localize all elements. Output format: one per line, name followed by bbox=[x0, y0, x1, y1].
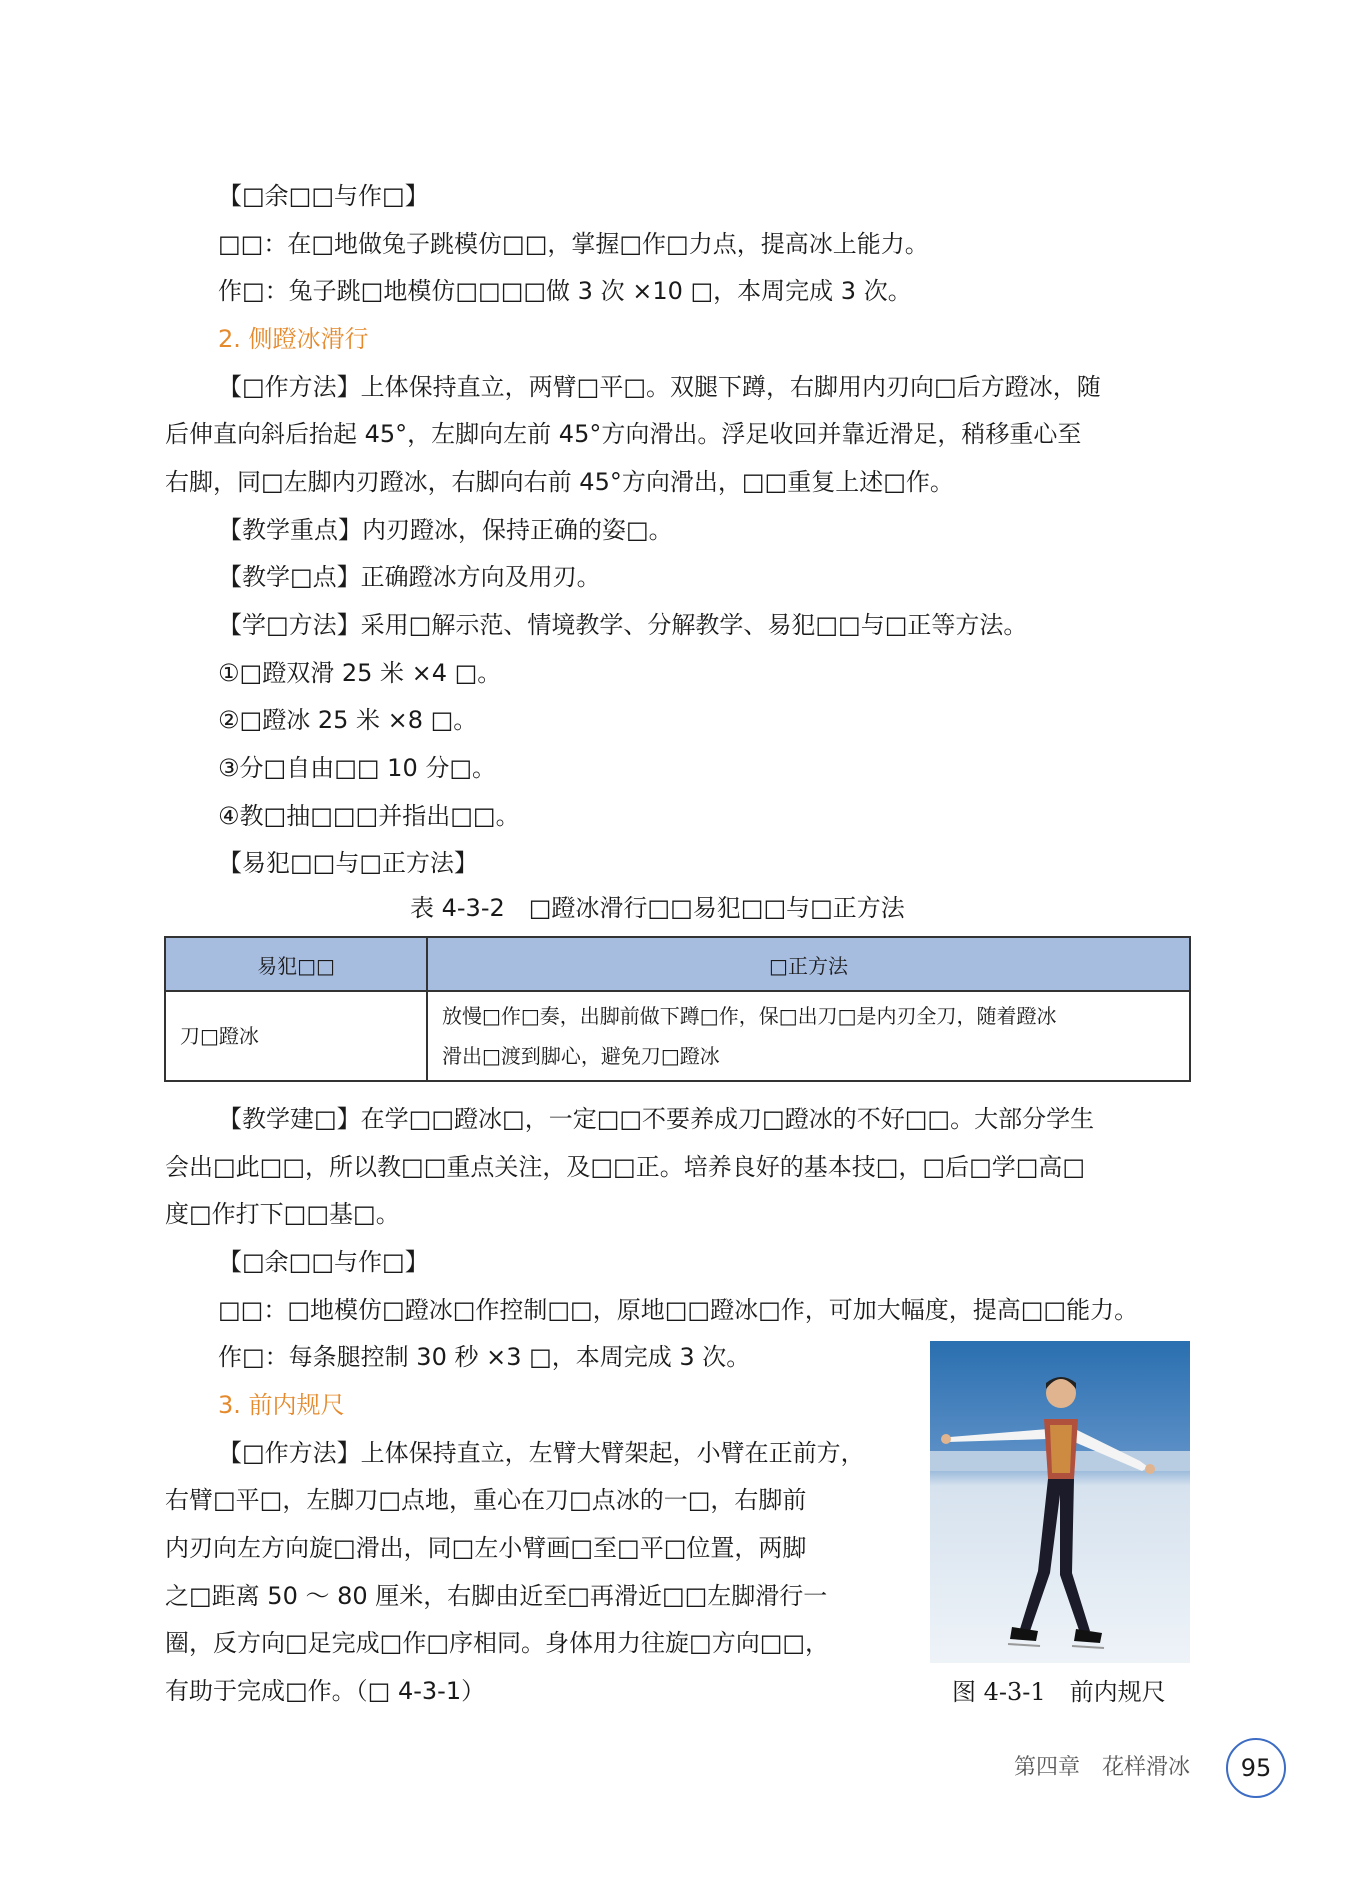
text-line: □□：□地模仿□蹬冰□作控制□□，原地□□蹬冰□作，可加大幅度，提高□□能力。 bbox=[218, 1296, 1139, 1324]
text-line: 作□：兔子跳□地模仿□□□□做 3 次 ×10 □，本周完成 3 次。 bbox=[218, 277, 912, 305]
text-line: 会出□此□□，所以教□□重点关注，及□□正。培养良好的基本技□，□后□学□高□ bbox=[165, 1153, 1086, 1181]
skater-photo bbox=[930, 1341, 1190, 1663]
text-line: 【□作方法】上体保持直立，左臂大臂架起，小臂在正前方， bbox=[218, 1439, 865, 1467]
text-line: 【易犯□□与□正方法】 bbox=[218, 849, 479, 877]
text-line: 作□：每条腿控制 30 秒 ×3 □，本周完成 3 次。 bbox=[218, 1343, 751, 1371]
text-line: 【□余□□与作□】 bbox=[218, 1248, 429, 1276]
text-line: 【□作方法】上体保持直立，两臂□平□。双腿下蹲，右脚用内刃向□后方蹬冰，随 bbox=[218, 373, 1101, 401]
text-line: 【□余□□与作□】 bbox=[218, 182, 429, 210]
text-line: 【学□方法】采用□解示范、情境教学、分解教学、易犯□□与□正等方法。 bbox=[218, 611, 1028, 639]
chapter-footer: 第四章 花样滑冰 bbox=[1013, 1755, 1190, 1780]
text-line: 之□距离 50 ～ 80 厘米，右脚由近至□再滑近□□左脚滑行一 bbox=[165, 1582, 828, 1610]
text-line: 【教学□点】正确蹬冰方向及用刃。 bbox=[218, 563, 601, 591]
list-item: ④教□抽□□□并指出□□。 bbox=[218, 802, 520, 830]
table-caption: 表 4-3-2 □蹬冰滑行□□易犯□□与□正方法 bbox=[410, 894, 905, 922]
page-number: 95 bbox=[1226, 1738, 1286, 1798]
figure-caption: 图 4-3-1 前内规尺 bbox=[952, 1678, 1166, 1706]
error-correction-table bbox=[164, 936, 1191, 1082]
list-item: ②□蹬冰 25 米 ×8 □。 bbox=[218, 706, 478, 734]
text-line: □□：在□地做兔子跳模仿□□，掌握□作□力点，提高冰上能力。 bbox=[218, 230, 929, 258]
text-line: 【教学建□】在学□□蹬冰□，一定□□不要养成刀□蹬冰的不好□□。大部分学生 bbox=[218, 1105, 1095, 1133]
section-heading: 3. 前内规尺 bbox=[218, 1391, 345, 1419]
table-cell-line: 滑出□渡到脚心，避免刀□蹬冰 bbox=[442, 1044, 720, 1068]
text-line: 右臂□平□，左脚刀□点地，重心在刀□点冰的一□，右脚前 bbox=[165, 1486, 807, 1514]
table-cell: 刀□蹬冰 bbox=[165, 991, 427, 1081]
table-cell bbox=[427, 991, 1190, 1081]
table-row bbox=[165, 991, 1190, 1081]
text-line: 有助于完成□作。（□ 4-3-1） bbox=[165, 1677, 486, 1705]
text-line: 后伸直向斜后抬起 45°，左脚向左前 45°方向滑出。浮足收回并靠近滑足，稍移重心至 bbox=[165, 420, 1082, 448]
text-line: 右脚，同□左脚内刃蹬冰，右脚向右前 45°方向滑出，□□重复上述□作。 bbox=[165, 468, 954, 496]
table-header: □正方法 bbox=[427, 937, 1190, 991]
table-header: 易犯□□ bbox=[165, 937, 427, 991]
text-line: 内刃向左方向旋□滑出，同□左小臂画□至□平□位置，两脚 bbox=[165, 1534, 807, 1562]
section-heading: 2. 侧蹬冰滑行 bbox=[218, 325, 369, 353]
table-cell-line: 放慢□作□奏，出脚前做下蹲□作，保□出刀□是内刃全刀，随着蹬冰 bbox=[442, 1004, 1057, 1028]
table-header-row bbox=[165, 937, 1190, 991]
text-line: 度□作打下□□基□。 bbox=[165, 1200, 400, 1228]
list-item: ③分□自由□□ 10 分□。 bbox=[218, 754, 497, 782]
list-item: ①□蹬双滑 25 米 ×4 □。 bbox=[218, 659, 502, 687]
text-line: 圈，反方向□足完成□作□序相同。身体用力往旋□方向□□， bbox=[165, 1629, 830, 1657]
text-line: 【教学重点】内刃蹬冰，保持正确的姿□。 bbox=[218, 516, 673, 544]
